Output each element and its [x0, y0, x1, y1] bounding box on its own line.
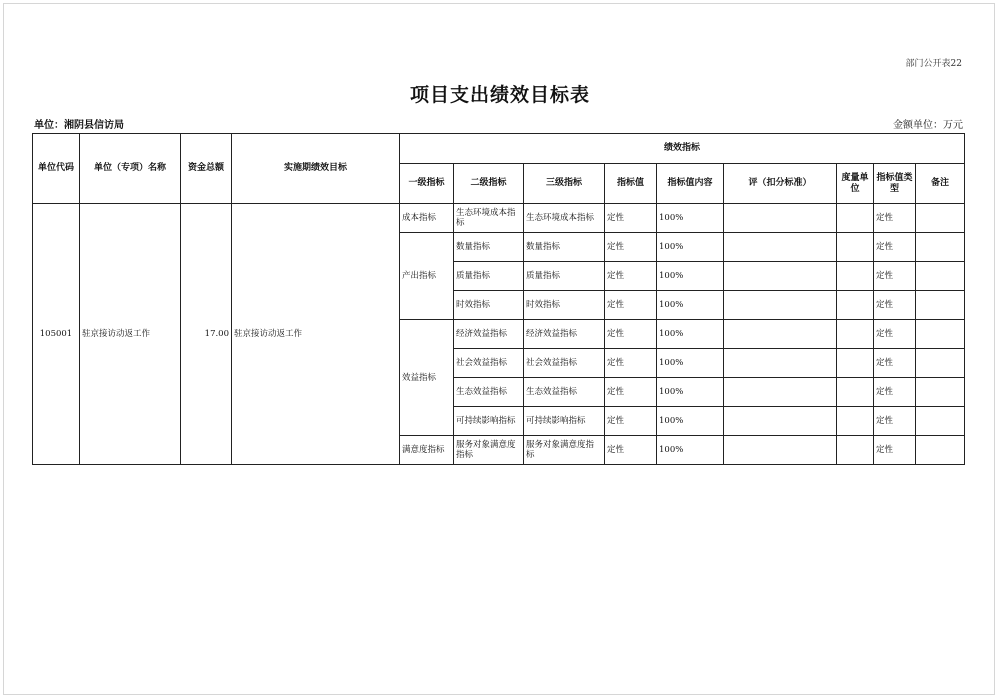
- measure-unit-cell: [837, 233, 874, 262]
- measure-unit-cell: [837, 407, 874, 436]
- value-cell: 定性: [605, 407, 657, 436]
- value-cell: 定性: [605, 436, 657, 465]
- measure-unit-cell: [837, 320, 874, 349]
- amount-unit: 金额单位：万元: [893, 120, 963, 131]
- col-project-name: 单位（专项）名称: [80, 134, 181, 204]
- unit-code-cell: 105001: [33, 204, 80, 465]
- measure-unit-cell: [837, 436, 874, 465]
- col-content: 指标值内容: [657, 164, 724, 204]
- scoring-cell: [724, 320, 837, 349]
- measure-unit-cell: [837, 262, 874, 291]
- col-indicators: 绩效指标: [400, 134, 965, 164]
- col-unit-code: 单位代码: [33, 134, 80, 204]
- level3-cell: 质量指标: [524, 262, 605, 291]
- remark-cell: [916, 291, 965, 320]
- level2-cell: 生态效益指标: [454, 378, 524, 407]
- value-type-cell: 定性: [874, 262, 916, 291]
- value-type-cell: 定性: [874, 436, 916, 465]
- col-measure-unit: 度量单位: [837, 164, 874, 204]
- level3-cell: 经济效益指标: [524, 320, 605, 349]
- level2-cell: 时效指标: [454, 291, 524, 320]
- performance-table: [32, 133, 965, 465]
- goal-cell: 驻京接访动返工作: [232, 204, 400, 465]
- measure-unit-cell: [837, 204, 874, 233]
- level3-cell: 数量指标: [524, 233, 605, 262]
- table-row: [33, 204, 965, 233]
- value-cell: 定性: [605, 204, 657, 233]
- content-cell: 100%: [657, 291, 724, 320]
- value-type-cell: 定性: [874, 233, 916, 262]
- scoring-cell: [724, 436, 837, 465]
- content-cell: 100%: [657, 436, 724, 465]
- content-cell: 100%: [657, 233, 724, 262]
- value-type-cell: 定性: [874, 320, 916, 349]
- col-scoring: 评（扣分标准）: [724, 164, 837, 204]
- value-type-cell: 定性: [874, 204, 916, 233]
- level3-cell: 可持续影响指标: [524, 407, 605, 436]
- form-number: 部门公开表22: [905, 59, 962, 69]
- level2-cell: 服务对象满意度指标: [454, 436, 524, 465]
- remark-cell: [916, 378, 965, 407]
- content-cell: 100%: [657, 407, 724, 436]
- content-cell: 100%: [657, 320, 724, 349]
- level1-cell: 效益指标: [400, 320, 454, 436]
- level2-cell: 可持续影响指标: [454, 407, 524, 436]
- measure-unit-cell: [837, 291, 874, 320]
- value-cell: 定性: [605, 291, 657, 320]
- scoring-cell: [724, 349, 837, 378]
- remark-cell: [916, 436, 965, 465]
- content-cell: 100%: [657, 378, 724, 407]
- level3-cell: 社会效益指标: [524, 349, 605, 378]
- level2-cell: 生态环境成本指标: [454, 204, 524, 233]
- col-level3: 三级指标: [524, 164, 605, 204]
- value-type-cell: 定性: [874, 349, 916, 378]
- scoring-cell: [724, 233, 837, 262]
- level3-cell: 服务对象满意度指标: [524, 436, 605, 465]
- col-goal: 实施期绩效目标: [232, 134, 400, 204]
- col-value: 指标值: [605, 164, 657, 204]
- col-remark: 备注: [916, 164, 965, 204]
- reporting-unit: 单位：湘阴县信访局: [34, 120, 124, 131]
- level1-cell: 产出指标: [400, 233, 454, 320]
- value-cell: 定性: [605, 233, 657, 262]
- col-value-type: 指标值类型: [874, 164, 916, 204]
- value-cell: 定性: [605, 378, 657, 407]
- level3-cell: 生态效益指标: [524, 378, 605, 407]
- measure-unit-cell: [837, 349, 874, 378]
- total-funds-cell: 17.00: [181, 204, 232, 465]
- col-level2: 二级指标: [454, 164, 524, 204]
- scoring-cell: [724, 204, 837, 233]
- remark-cell: [916, 233, 965, 262]
- level1-cell: 满意度指标: [400, 436, 454, 465]
- content-cell: 100%: [657, 349, 724, 378]
- content-cell: 100%: [657, 262, 724, 291]
- level2-cell: 经济效益指标: [454, 320, 524, 349]
- level3-cell: 生态环境成本指标: [524, 204, 605, 233]
- scoring-cell: [724, 378, 837, 407]
- value-cell: 定性: [605, 262, 657, 291]
- level1-cell: 成本指标: [400, 204, 454, 233]
- col-level1: 一级指标: [400, 164, 454, 204]
- remark-cell: [916, 349, 965, 378]
- value-type-cell: 定性: [874, 378, 916, 407]
- project-name-cell: 驻京接访动返工作: [80, 204, 181, 465]
- remark-cell: [916, 262, 965, 291]
- remark-cell: [916, 407, 965, 436]
- value-cell: 定性: [605, 320, 657, 349]
- content-cell: 100%: [657, 204, 724, 233]
- scoring-cell: [724, 291, 837, 320]
- level2-cell: 数量指标: [454, 233, 524, 262]
- value-cell: 定性: [605, 349, 657, 378]
- col-total-funds: 资金总额: [181, 134, 232, 204]
- value-type-cell: 定性: [874, 407, 916, 436]
- scoring-cell: [724, 262, 837, 291]
- level3-cell: 时效指标: [524, 291, 605, 320]
- scoring-cell: [724, 407, 837, 436]
- value-type-cell: 定性: [874, 291, 916, 320]
- level2-cell: 质量指标: [454, 262, 524, 291]
- level2-cell: 社会效益指标: [454, 349, 524, 378]
- remark-cell: [916, 204, 965, 233]
- measure-unit-cell: [837, 378, 874, 407]
- remark-cell: [916, 320, 965, 349]
- header-row-1: [33, 134, 965, 164]
- page-title: 项目支出绩效目标表: [409, 84, 590, 106]
